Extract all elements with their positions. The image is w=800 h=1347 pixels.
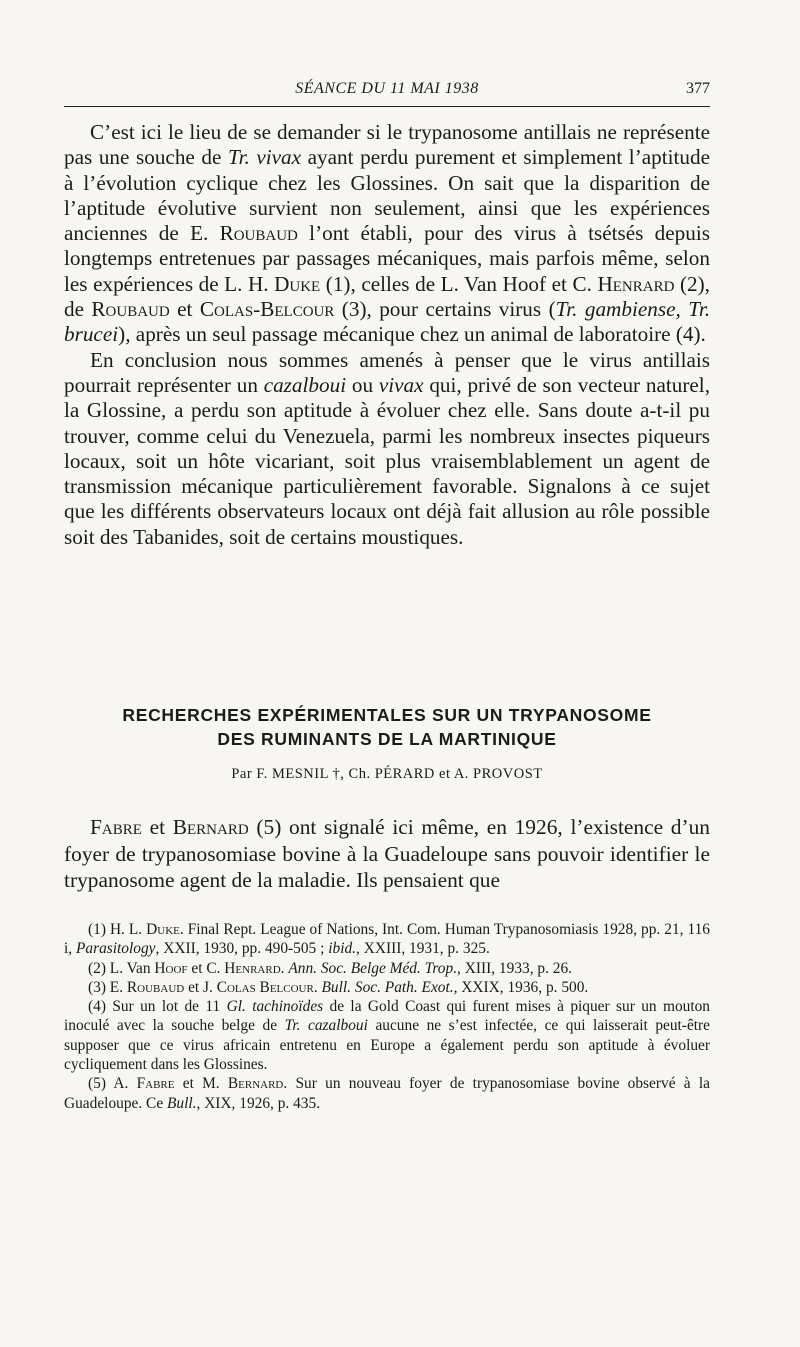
- footnote-3: (3) E. Roubaud et J. Colas Belcour. Bull. Soc. Path. Exot., XXIX, 1936, p. 500.: [88, 978, 589, 996]
- paragraph: Fabre et Bernard (5) ont signalé ici même, en 1926, l’existence d’un foyer de trypanosomiase bovine à la Guadeloupe sans pouvoir identifier le trypanosome agent de la maladie. Ils pensaient que: [64, 815, 710, 892]
- footnote-2: (2) L. Van Hoof et C. Henrard. Ann. Soc. Belge Méd. Trop., XIII, 1933, p. 26.: [88, 959, 573, 977]
- article-title: [64, 703, 710, 751]
- article-title-line: RECHERCHES EXPÉRIMENTALES SUR UN TRYPANOSOME: [122, 705, 652, 725]
- paragraph: C’est ici le lieu de se demander si le trypanosome antillais ne représente pas une souche de Tr. vivax ayant perdu purement et simplement l’aptitude à l’évolution cyclique chez les Glossines. On sait que la disparition de l’aptitude évolutive survient non seulement, ainsi que les expériences anciennes de E. Roubaud l’ont établi, pour des virus à tsétsés depuis longtemps entretenues par passages mécaniques, mais parfois même, selon les expériences de L. H. Duke (1), celles de L. Van Hoof et C. Henrard (2), de Roubaud et Colas-Belcour (3), pour certains virus (Tr. gambiense, Tr. brucei), après un seul passage mécanique chez un animal de laboratoire (4).: [64, 120, 711, 347]
- page-number: 377: [686, 80, 710, 97]
- footnote-1: (1) H. L. Duke. Final Rept. League of Nations, Int. Com. Human Trypanosomiasis 1928, pp. 21, 116 i, Parasitology, XXII, 1930, pp. 490-505 ; ibid., XXIII, 1931, p. 325.: [64, 921, 710, 958]
- footnote-4: (4) Sur un lot de 11 Gl. tachinoïdes de la Gold Coast qui furent mises à piquer sur un mouton inoculé avec la souche belge de Tr. cazalboui aucune ne s’est infectée, ce qui laisserait peut-être supposer que ce virus africain entretenu en Europe a également perdu son aptitude à évoluer cycliquement dans les Glossines.: [64, 998, 711, 1074]
- paragraph: En conclusion nous sommes amenés à penser que le virus antillais pourrait représenter un cazalboui ou vivax qui, privé de son vecteur naturel, la Glossine, a perdu son aptitude à évoluer chez elle. Sans doute a-t-il pu trouver, comme celui du Venezuela, parmi les nombreux insectes piqueurs locaux, soit un hôte vicariant, soit plus vraisemblablement un agent de transmission mécanique particulièrement favorable. Signalons à ce sujet que les différents observateurs locaux ont déjà fait allusion au rôle possible soit des Tabanides, soit de certains moustiques.: [64, 347, 710, 549]
- byline: Par F. MESNIL †, Ch. PÉRARD et A. PROVOST: [231, 766, 543, 782]
- article-2-body: [64, 814, 710, 894]
- running-title: SÉANCE DU 11 MAI 1938: [295, 80, 479, 97]
- article-title-line: DES RUMINANTS DE LA MARTINIQUE: [217, 729, 557, 749]
- footnotes: [64, 920, 710, 1113]
- running-head: [64, 78, 710, 107]
- article-1-body: [64, 120, 710, 550]
- footnote-5: (5) A. Fabre et M. Bernard. Sur un nouveau foyer de trypanosomiase bovine observé à la Guadeloupe. Ce Bull., XIX, 1926, p. 435.: [64, 1075, 710, 1112]
